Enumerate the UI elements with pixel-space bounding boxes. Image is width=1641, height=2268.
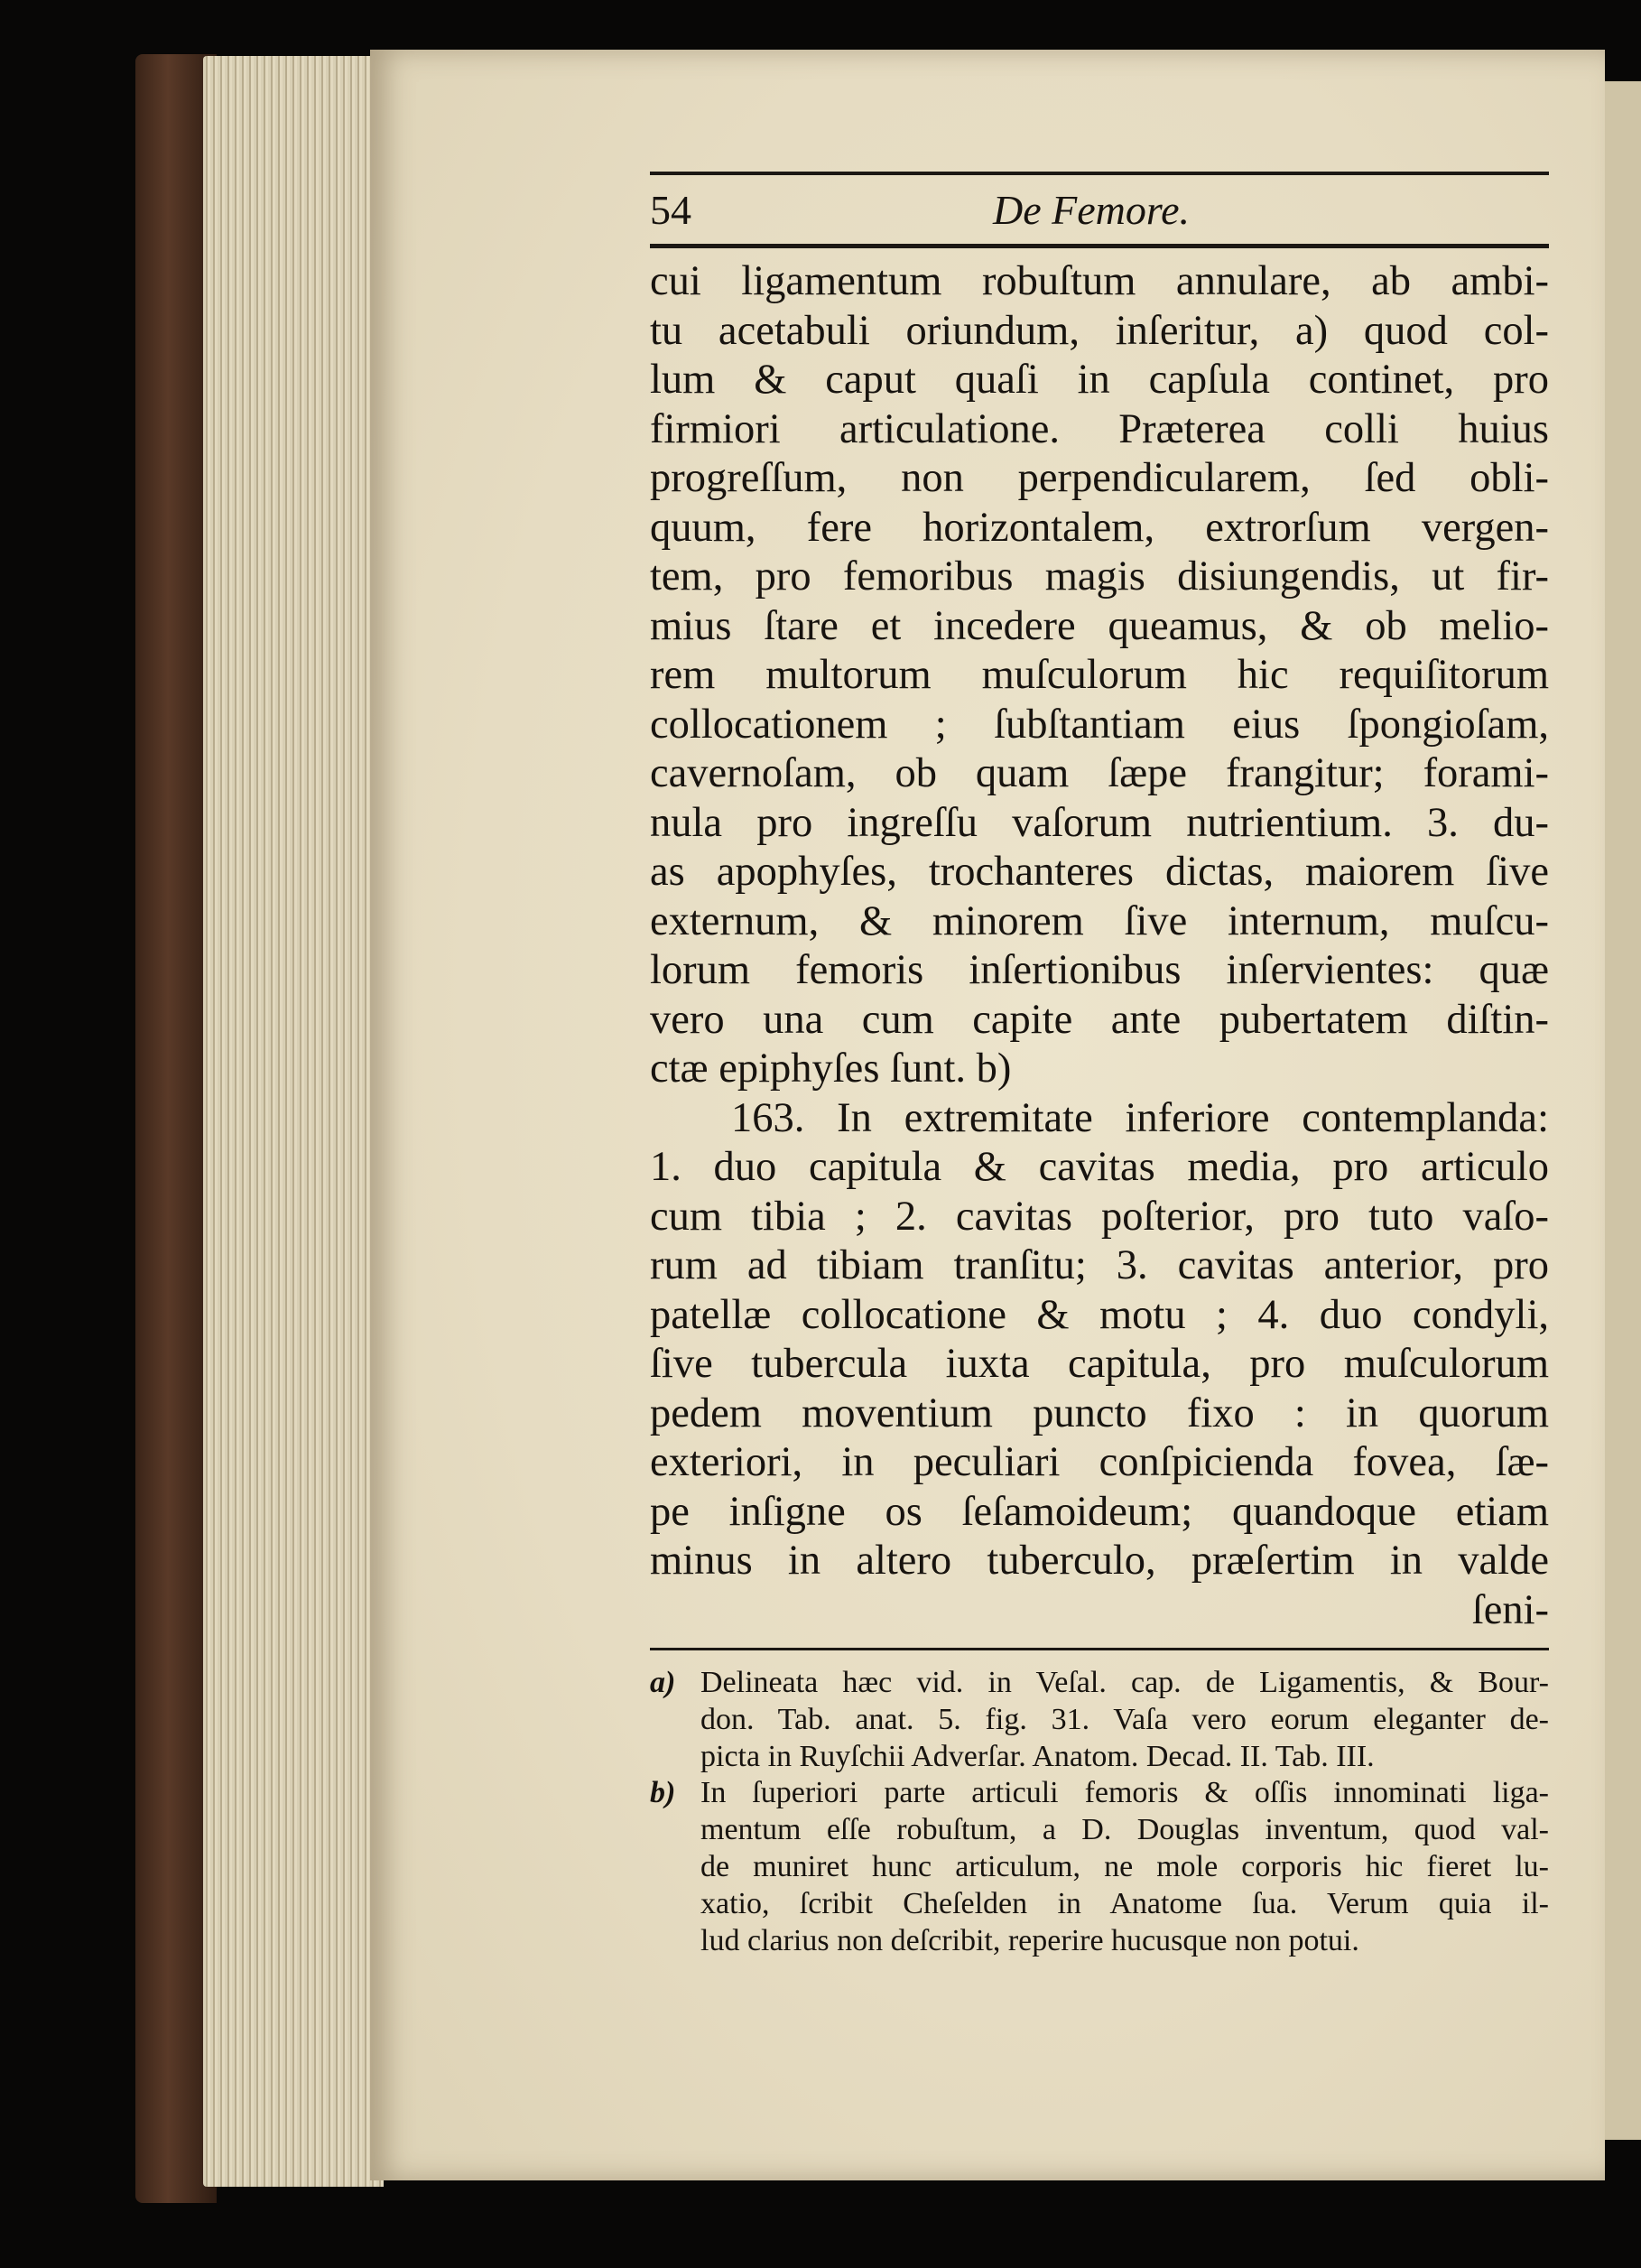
running-title: De Femore. — [993, 187, 1190, 233]
footnote-a-line — [650, 1665, 1549, 1702]
page-number: 54 — [650, 187, 691, 233]
footnote-mark: a) — [650, 1666, 676, 1699]
body-line: patellæ collocatione & motu ; 4. duo condyli, — [650, 1291, 1549, 1338]
page-block-edges — [203, 56, 384, 2187]
body-line: lum & caput quaſi in capſula continet, pro — [650, 357, 1549, 403]
footnote-b-line: mentum eſſe robuſtum, a D. Douglas inventum, quod val- — [700, 1813, 1549, 1847]
footnote-a-line: picta in Ruyſchii Adverſar. Anatom. Decad. II. Tab. III. — [700, 1739, 1375, 1773]
body-line: quum, fere horizontalem, extrorſum vergen- — [650, 504, 1549, 551]
body-line: ſive tubercula iuxta capitula, pro muſculorum — [650, 1341, 1549, 1387]
body-line: ctæ epiphyſes ſunt. b) — [650, 1046, 1012, 1092]
body-line: lorum femoris inſertionibus inſervientes: quæ — [650, 947, 1549, 993]
body-line: pe inſigne os ſeſamoideum; quandoque etiam — [650, 1488, 1549, 1535]
body-text — [650, 257, 1549, 1635]
body-line: progreſſum, non perpendicularem, ſed obli- — [650, 455, 1549, 501]
footnote-a-line: don. Tab. anat. 5. fig. 31. Vaſa vero eorum eleganter de- — [700, 1702, 1549, 1736]
body-line: cum tibia ; 2. cavitas poſterior, pro tuto vaſo- — [650, 1193, 1549, 1240]
header-rule-bottom — [650, 244, 1549, 248]
body-line: rem multorum muſculorum hic requiſitorum — [650, 652, 1549, 698]
footnote-b-line: xatio, ſcribit Cheſelden in Anatome ſua. Verum quia il- — [700, 1886, 1549, 1920]
body-line: as apophyſes, trochanteres dictas, maiorem ſive — [650, 849, 1549, 895]
body-line: nula pro ingreſſu vaſorum nutrientium. 3. du- — [650, 799, 1549, 846]
body-line: tu acetabuli oriundum, inſeritur, a) quod col- — [650, 307, 1549, 354]
header-rule-top — [650, 172, 1549, 175]
facing-page-edge — [1602, 81, 1641, 2140]
footnote-rule — [650, 1648, 1549, 1650]
footnotes — [650, 1665, 1549, 1959]
body-line: minus in altero tuberculo, præſertim in valde — [650, 1538, 1549, 1584]
body-line: mius ſtare et incedere queamus, & ob melio- — [650, 602, 1549, 649]
body-line: collocationem ; ſubſtantiam eius ſpongioſam, — [650, 701, 1549, 748]
footnote-b-line: de muniret hunc articulum, ne mole corporis hic fieret lu- — [700, 1849, 1549, 1883]
catchword: ſeni- — [1471, 1586, 1549, 1633]
body-line: rum ad tibiam tranſitu; 3. cavitas anterior, pro — [650, 1242, 1549, 1288]
page-header — [650, 181, 1549, 240]
page-content — [650, 172, 1549, 1959]
footnote-text: In ſuperiori parte articuli femoris & oſſis innominati liga- — [700, 1776, 1549, 1810]
body-line: tem, pro femoribus magis disiungendis, ut fir- — [650, 553, 1549, 600]
body-line: exteriori, in peculiari conſpicienda fovea, ſæ- — [650, 1439, 1549, 1485]
body-line: pedem moventium puncto fixo : in quorum — [650, 1390, 1549, 1436]
footnote-mark: b) — [650, 1776, 676, 1810]
footnote-text: Delineata hæc vid. in Veſal. cap. de Ligamentis, & Bour- — [700, 1666, 1549, 1699]
body-line: externum, & minorem ſive internum, muſcu- — [650, 897, 1549, 944]
body-line: firmiori articulatione. Præterea colli huius — [650, 405, 1549, 452]
footnote-b-line: lud clarius non deſcribit, reperire hucusque non potui. — [700, 1923, 1359, 1957]
body-line: cavernoſam, ob quam ſæpe frangitur; forami- — [650, 750, 1549, 796]
footnote-b-line — [650, 1775, 1549, 1812]
section-163-start: 163. In extremitate inferiore contemplanda: — [731, 1094, 1549, 1141]
body-line: vero una cum capite ante pubertatem diſtin- — [650, 996, 1549, 1043]
body-line: cui ligamentum robuſtum annulare, ab ambi- — [650, 258, 1549, 304]
body-line: 1. duo capitula & cavitas media, pro articulo — [650, 1144, 1549, 1190]
